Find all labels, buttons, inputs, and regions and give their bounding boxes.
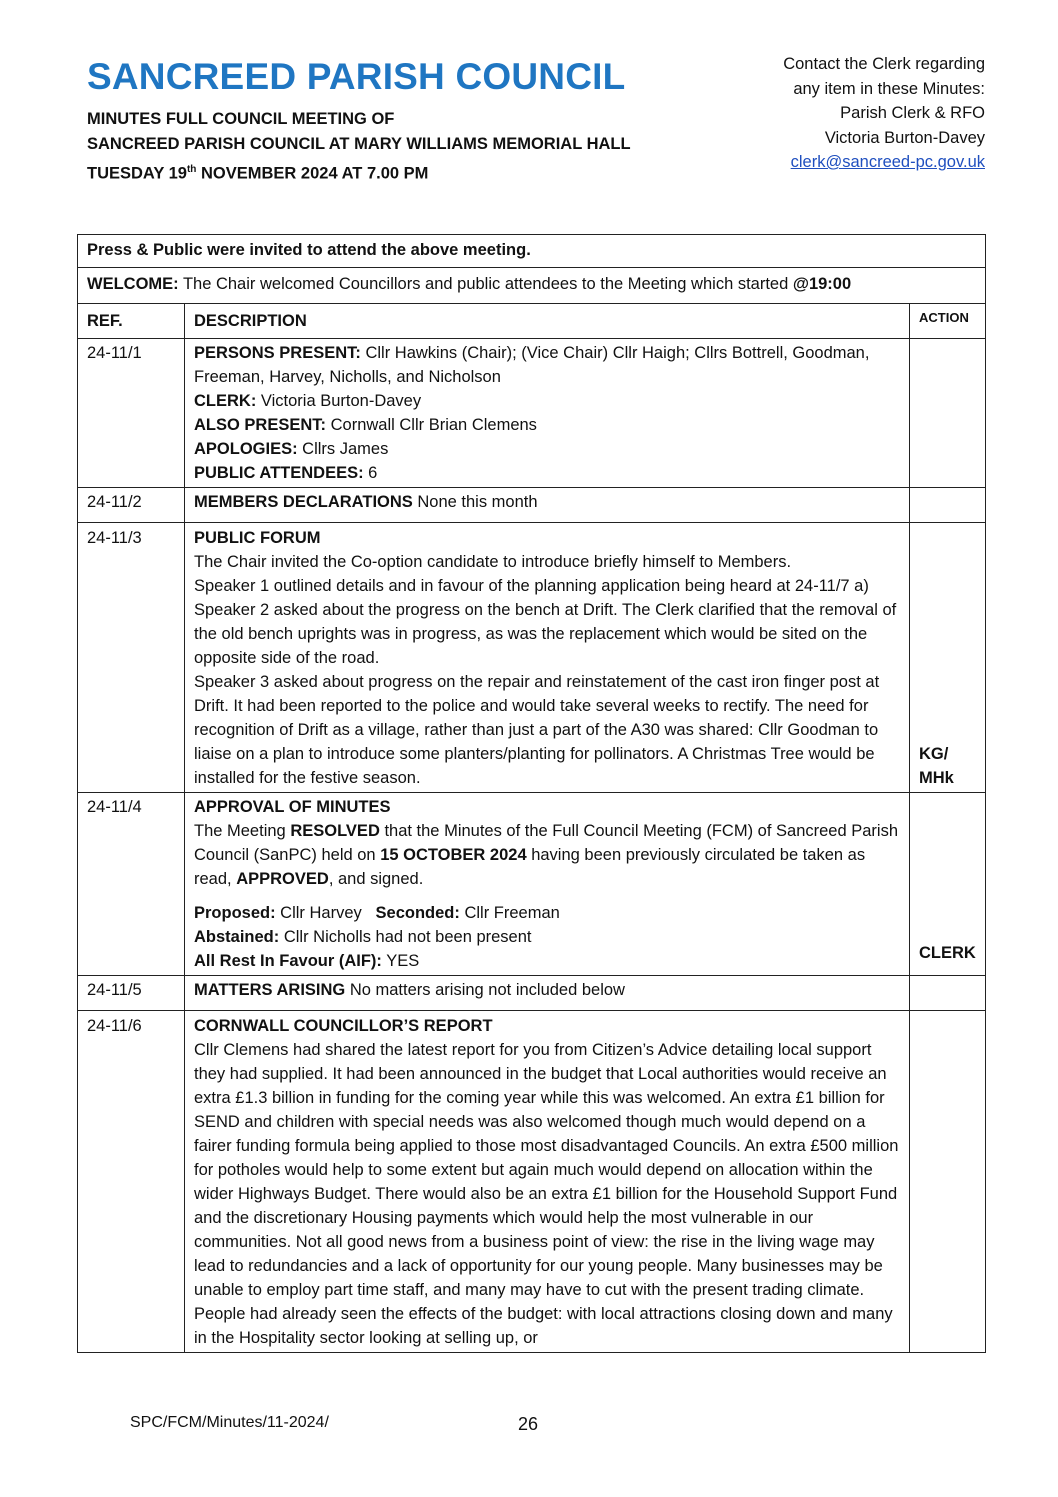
page-number: 26 bbox=[518, 1414, 539, 1434]
minutes-table bbox=[77, 234, 986, 1353]
description-column-header: DESCRIPTION bbox=[185, 304, 910, 339]
table-row bbox=[78, 1011, 986, 1353]
row-ref: 24-11/1 bbox=[78, 339, 185, 488]
column-header-row bbox=[78, 304, 986, 339]
row-ref: 24-11/5 bbox=[78, 976, 185, 1011]
ref-column-header: REF. bbox=[78, 304, 185, 339]
matters-arising-cell: MATTERS ARISING No matters arising not included below bbox=[185, 976, 910, 1011]
row-action bbox=[910, 339, 986, 488]
table-row bbox=[78, 976, 986, 1011]
table-row bbox=[78, 488, 986, 523]
row-action: CLERK bbox=[910, 793, 986, 976]
row-action: KG/ MHk bbox=[910, 523, 986, 793]
persons-present-cell: PERSONS PRESENT: Cllr Hawkins (Chair); (Vice Chair) Cllr Haigh; Cllrs Bottrell, Goodman, Freeman, Harvey, Nicholls, and Nicholson CLERK: Victoria Burton-Davey ALSO PRESENT: Cornwall Cllr Brian Clemens APOLOGIES: Cllrs James PUBLIC ATTENDEES: 6 bbox=[185, 339, 910, 488]
table-row bbox=[78, 339, 986, 488]
subheading-line-2: SANCREED PARISH COUNCIL AT MARY WILLIAMS MEMORIAL HALL bbox=[87, 135, 631, 153]
row-action bbox=[910, 976, 986, 1011]
row-ref: 24-11/2 bbox=[78, 488, 185, 523]
meeting-subheading bbox=[87, 107, 631, 187]
contact-line-4: Victoria Burton-Davey bbox=[824, 128, 985, 147]
cornwall-councillor-report-cell: CORNWALL COUNCILLOR’S REPORT Cllr Clemens had shared the latest report for you from Citizen’s Advice detailing local support they had supplied. It had been announced in the budget that Local authorities would receive an extra £1.3 billion in funding for the coming year while this was welcomed. An extra £1 billion for SEND and children with special needs was also welcomed though much would depend on a fairer funding formula being applied to those most disadvantaged Councils. An extra £500 million for potholes would help to some extent but again much would depend on allocation within the wider Highways Budget. There would also be an extra £1 billion for the Household Support Fund and the discretionary Housing payments which would help the most vulnerable in our communities. Not all good news from a business point of view: the rise in the living wage may lead to redundancies and a lack of opportunity for our young people. Many businesses may be unable to employ part time staff, and many may have to cut with the present trading climate. People had already seen the effects of the budget: with local attractions closing down and many in the Hospitality sector looking at selling up, or bbox=[185, 1011, 910, 1353]
subheading-line-3: TUESDAY 19th NOVEMBER 2024 AT 7.00 PM bbox=[87, 164, 429, 183]
row-action bbox=[910, 1011, 986, 1353]
public-forum-cell: PUBLIC FORUM The Chair invited the Co-option candidate to introduce briefly himself to Members. Speaker 1 outlined details and in favour of the planning application being heard at 24-11/7 a) Speaker 2 asked about the progress on the bench at Drift. The Clerk clarified that the removal of the old bench uprights was in progress, as was the replacement which would be sited on the opposite side of the road. Speaker 3 asked about progress on the repair and reinstatement of the cast iron finger post at Drift. It had been reported to the police and would take several weeks to rectify. The need for recognition of Drift as a village, rather than just a part of the A30 was shared: Cllr Goodman to liaise on a plan to introduce some planters/planting for pollinators. A Christmas Tree would be installed for the festive season. bbox=[185, 523, 910, 793]
council-title: SANCREED PARISH COUNCIL bbox=[87, 56, 626, 97]
welcome-row bbox=[78, 268, 986, 304]
declarations-cell: MEMBERS DECLARATIONS None this month bbox=[185, 488, 910, 523]
table-row bbox=[78, 523, 986, 793]
table-row bbox=[78, 793, 986, 976]
document-reference: SPC/FCM/Minutes/11-2024/ bbox=[130, 1414, 329, 1431]
row-ref: 24-11/3 bbox=[78, 523, 185, 793]
clerk-email-link[interactable]: clerk@sancreed-pc.gov.uk bbox=[790, 153, 985, 171]
press-row bbox=[78, 235, 986, 268]
row-ref: 24-11/4 bbox=[78, 793, 185, 976]
row-ref: 24-11/6 bbox=[78, 1011, 185, 1353]
subheading-line-1: MINUTES FULL COUNCIL MEETING OF bbox=[87, 110, 395, 128]
contact-line-3: Parish Clerk & RFO bbox=[840, 104, 985, 122]
press-note: Press & Public were invited to attend the above meeting. bbox=[78, 235, 986, 268]
row-action bbox=[910, 488, 986, 523]
contact-line-2: any item in these Minutes: bbox=[793, 79, 985, 98]
welcome-text: WELCOME: The Chair welcomed Councillors and public attendees to the Meeting which started @19:00 bbox=[78, 268, 986, 304]
clerk-contact-block bbox=[783, 52, 985, 175]
action-column-header: ACTION bbox=[910, 304, 986, 339]
approval-of-minutes-cell: APPROVAL OF MINUTES The Meeting RESOLVED that the Minutes of the Full Council Meeting (FCM) of Sancreed Parish Council (SanPC) held on 15 OCTOBER 2024 having been previously circulated be taken as read, APPROVED, and signed. Proposed: Cllr Harvey Seconded: Cllr Freeman Abstained: Cllr Nicholls had not been present All Rest In Favour (AIF): YES bbox=[185, 793, 910, 976]
contact-line-1: Contact the Clerk regarding bbox=[783, 55, 985, 73]
